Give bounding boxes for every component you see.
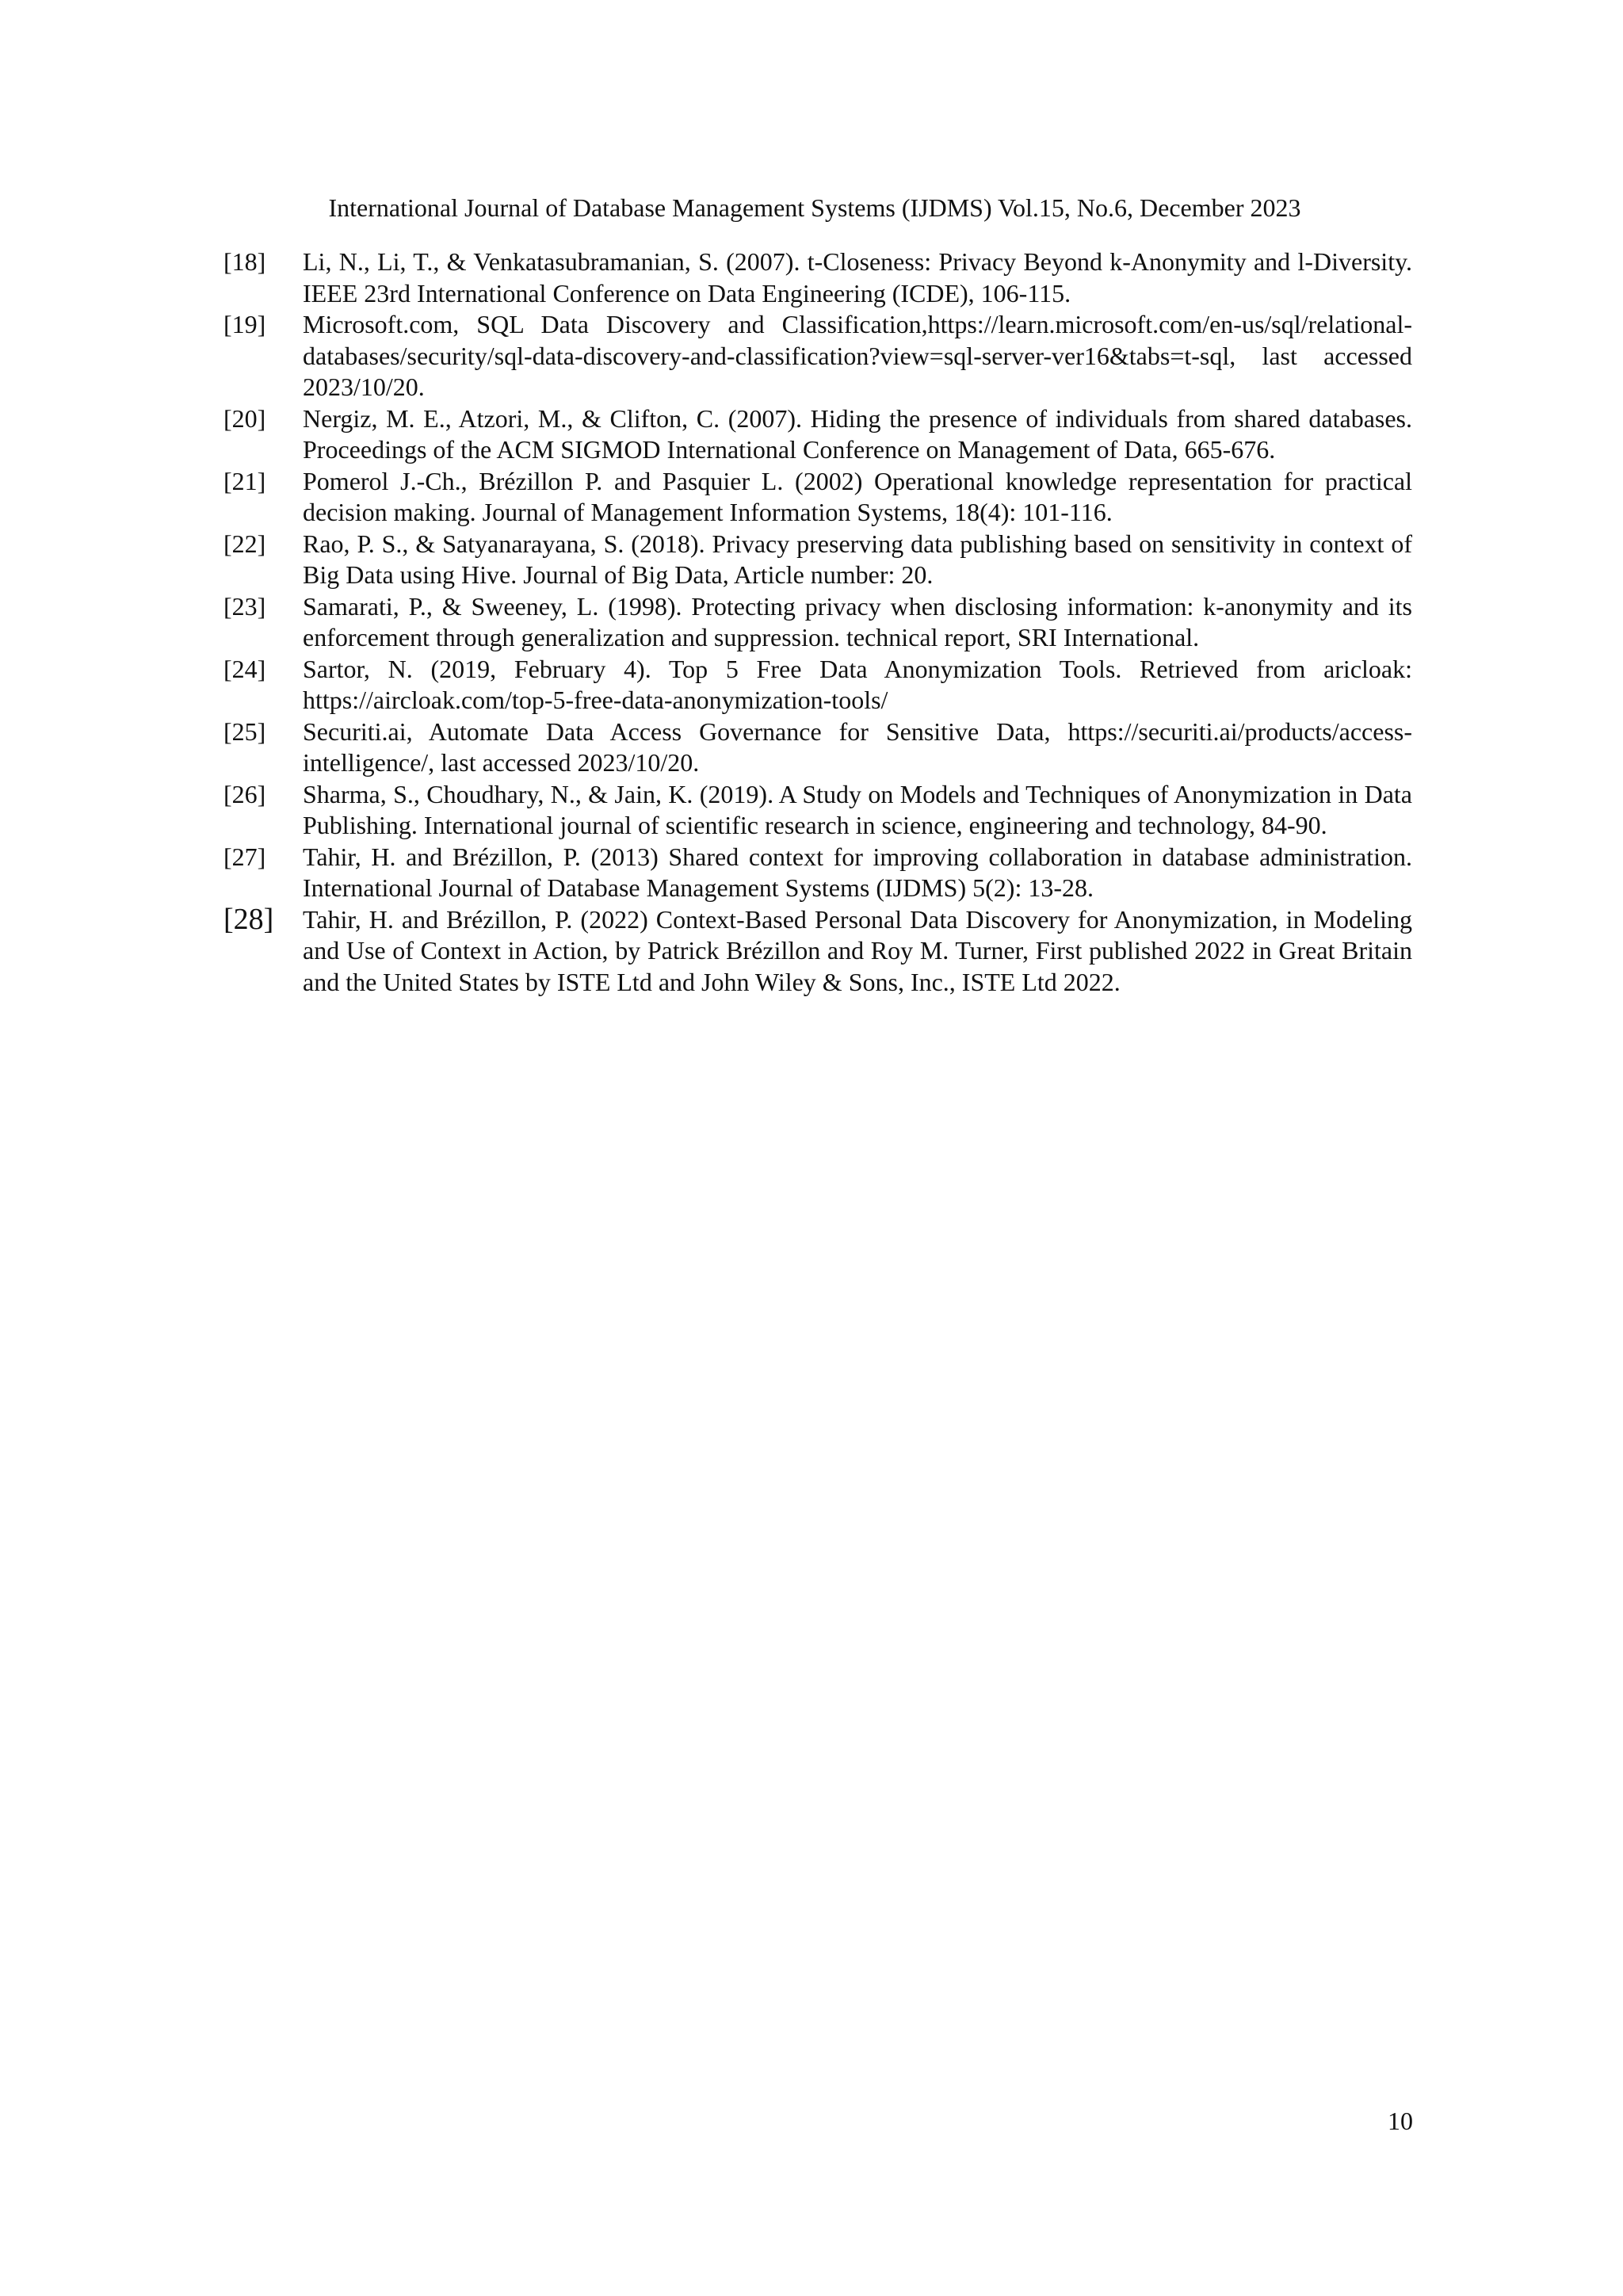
reference-number: [25] <box>223 716 266 746</box>
reference-27 <box>223 842 1412 904</box>
reference-text: Tahir, H. and Brézillon, P. (2013) Shared context for improving collaboration in database administration. International Journal of Database Management Systems (IJDMS) 5(2): 13-28. <box>303 842 1412 902</box>
reference-25 <box>223 716 1412 779</box>
reference-24 <box>223 654 1412 716</box>
reference-text: Sharma, S., Choudhary, N., & Jain, K. (2019). A Study on Models and Techniques of Anonymization in Data Publishing. International journal of scientific research in science, engineering and technology, 84-90. <box>303 779 1412 839</box>
reference-21 <box>223 466 1412 529</box>
page-number: 10 <box>1388 2107 1413 2135</box>
reference-22 <box>223 529 1412 591</box>
reference-20 <box>223 403 1412 466</box>
reference-number: [27] <box>223 842 266 871</box>
reference-text: Tahir, H. and Brézillon, P. (2022) Context-Based Personal Data Discovery for Anonymization, in Modeling and Use of Context in Action, by Patrick Brézillon and Roy M. Turner, First published 2022 in Great Britain and the United States by ISTE Ltd and John Wiley & Sons, Inc., ISTE Ltd 2022. <box>303 904 1412 996</box>
reference-text: Microsoft.com, SQL Data Discovery and Classification,https://learn.microsoft.com/en-us/sql/relational-databases/security/sql-data-discovery-and-classification?view=sql-server-ver16&tabs=t-sql, last accessed 2023/10/20. <box>303 310 1412 401</box>
reference-text: Rao, P. S., & Satyanarayana, S. (2018). Privacy preserving data publishing based on sensitivity in context of Big Data using Hive. Journal of Big Data, Article number: 20. <box>303 529 1412 589</box>
reference-26 <box>223 779 1412 842</box>
reference-18 <box>223 246 1412 309</box>
reference-text: Securiti.ai, Automate Data Access Governance for Sensitive Data, https://securiti.ai/products/access-intelligence/, last accessed 2023/10/20. <box>303 716 1412 777</box>
reference-list <box>223 246 1412 998</box>
reference-text: Samarati, P., & Sweeney, L. (1998). Protecting privacy when disclosing information: k-anonymity and its enforcement through generalization and suppression. technical report, SRI International. <box>303 591 1412 651</box>
reference-number: [20] <box>223 403 266 433</box>
reference-19 <box>223 309 1412 403</box>
reference-number: [28] <box>223 902 274 936</box>
reference-28 <box>223 904 1412 999</box>
reference-number: [26] <box>223 779 266 808</box>
reference-number: [22] <box>223 529 266 558</box>
reference-number: [21] <box>223 466 266 495</box>
reference-number: [24] <box>223 654 266 683</box>
reference-text: Sartor, N. (2019, February 4). Top 5 Free Data Anonymization Tools. Retrieved from aricloak: https://aircloak.com/top-5-free-data-anonymization-tools/ <box>303 654 1412 714</box>
reference-text: Nergiz, M. E., Atzori, M., & Clifton, C. (2007). Hiding the presence of individuals from shared databases. Proceedings of the ACM SIGMOD International Conference on Management of Data, 665-676. <box>303 403 1412 464</box>
reference-23 <box>223 591 1412 654</box>
reference-text: Li, N., Li, T., & Venkatasubramanian, S. (2007). t-Closeness: Privacy Beyond k-Anonymity and l-Diversity. IEEE 23rd International Conference on Data Engineering (ICDE), 106-115. <box>303 247 1412 308</box>
running-header: International Journal of Database Management Systems (IJDMS) Vol.15, No.6, December 2023 <box>328 193 1301 222</box>
reference-number: [23] <box>223 591 266 621</box>
reference-number: [18] <box>223 247 266 276</box>
reference-number: [19] <box>223 310 266 338</box>
reference-text: Pomerol J.-Ch., Brézillon P. and Pasquier L. (2002) Operational knowledge representation for practical decision making. Journal of Management Information Systems, 18(4): 101-116. <box>303 466 1412 526</box>
